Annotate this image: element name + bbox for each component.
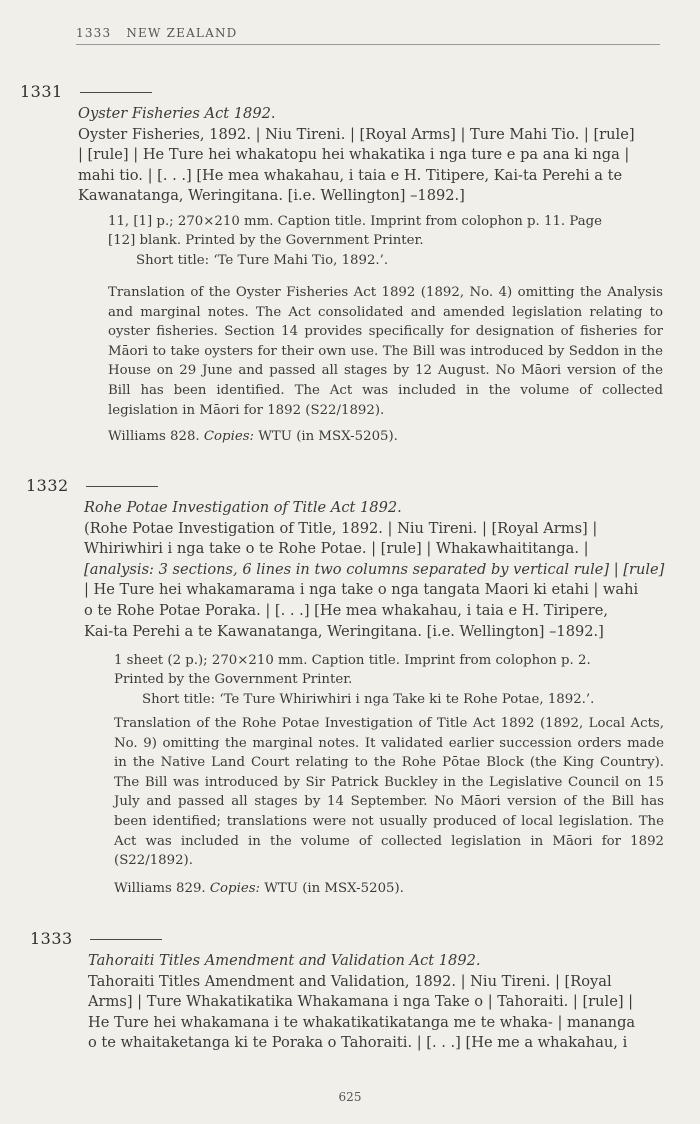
physical-line: Printed by the Government Printer.	[114, 672, 353, 688]
copies-location: WTU (in MSX-5205).	[258, 429, 398, 444]
physical-line: [12] blank. Printed by the Government Printer.	[108, 233, 424, 249]
entry-reference	[114, 879, 404, 898]
physical-description	[114, 651, 668, 709]
desc-line: o te Rohe Potae Poraka. | [. . .] [He mea whakahau, i taia e H. Tiripere,	[84, 601, 609, 619]
entry-title: Tahoraiti Titles Amendment and Validation Act 1892.	[88, 952, 481, 969]
desc-line: Kai-ta Perehi a te Kawanatanga, Weringitana. [i.e. Wellington] –1892.]	[84, 622, 604, 640]
desc-line: Kawanatanga, Weringitana. [i.e. Wellington] –1892.]	[78, 187, 465, 205]
running-head-country: NEW ZEALAND	[126, 26, 238, 40]
desc-line: mahi tio. | [. . .] [He mea whakahau, i taia e H. Titipere, Kai-ta Perehi a te	[78, 166, 623, 184]
running-head-page: 1333	[76, 26, 112, 40]
entry-description	[78, 104, 668, 207]
copies-label: Copies:	[209, 881, 260, 896]
copies-label: Copies:	[203, 429, 254, 444]
physical-line: 1 sheet (2 p.); 270×210 mm. Caption title. Imprint from colophon p. 2.	[114, 653, 591, 668]
desc-line: He Ture hei whakamana i te whakatikatikatanga me te whaka- | mananga	[88, 1013, 636, 1031]
entry-rule	[86, 486, 158, 487]
physical-description	[108, 212, 668, 270]
entry-title: Rohe Potae Investigation of Title Act 1892.	[84, 499, 402, 516]
desc-line: Whiriwhiri i nga take o te Rohe Potae. | [rule] | Whakawhaititanga. |	[84, 540, 589, 558]
entry-title: Oyster Fisheries Act 1892.	[78, 105, 276, 122]
reference-citation: Williams 829.	[114, 881, 206, 896]
entry-description	[84, 498, 668, 642]
desc-line: | [rule] | He Ture hei whakatopu hei whakatika i nga ture e pa ana ki nga |	[78, 146, 630, 164]
short-title: Short title: ‘Te Ture Whiriwhiri i nga Take ki te Rohe Potae, 1892.’.	[142, 691, 595, 707]
desc-line: Arms] | Ture Whakatikatika Whakamana i nga Take o | Tahoraiti. | [rule] |	[88, 993, 634, 1011]
entry-reference	[108, 427, 398, 446]
desc-line: Oyster Fisheries, 1892. | Niu Tireni. | [Royal Arms] | Ture Mahi Tio. | [rule]	[78, 125, 635, 143]
entry-note: Translation of the Oyster Fisheries Act 1892 (1892, No. 4) omitting the Analysis and marginal notes. The Act consolidated and amended legislation relating to oyster fisheries. Section 14 provides specifically for designation of fisheries for Māori to take oysters for their own use. The Bill was introduced by Seddon in the House on 29 June and passed all stages by 12 August. No Māori version of the Bill has been identified. The Act was included in the volume of collected legislation in Māori for 1892 (S22/1892).	[108, 285, 663, 418]
entry-number: 1331	[20, 82, 63, 101]
desc-line: Tahoraiti Titles Amendment and Validation, 1892. | Niu Tireni. | [Royal	[88, 972, 612, 990]
physical-line: 11, [1] p.; 270×210 mm. Caption title. Imprint from colophon p. 11. Page	[108, 214, 603, 229]
desc-line: (Rohe Potae Investigation of Title, 1892. | Niu Tireni. | [Royal Arms] |	[84, 519, 598, 537]
short-title: Short title: ‘Te Ture Mahi Tio, 1892.’.	[136, 252, 389, 268]
entry-number: 1333	[30, 929, 73, 948]
entry-rule	[90, 939, 162, 940]
entry-rule	[80, 92, 152, 93]
copies-location: WTU (in MSX-5205).	[264, 881, 404, 896]
page-number: 625	[338, 1090, 362, 1104]
desc-line: | He Ture hei whakamarama i nga take o nga tangata Maori ki etahi | wahi	[84, 581, 639, 599]
running-head	[76, 26, 660, 45]
entry-description	[88, 951, 668, 1054]
entry-note: Translation of the Rohe Potae Investigation of Title Act 1892 (1892, Local Acts, No. 9) omitting the marginal notes. It validated earlier succession orders made in the Native Land Court relating to the Rohe Pōtae Block (the King Country). The Bill was introduced by Sir Patrick Buckley in the Legislative Council on 15 July and passed all stages by 14 September. No Māori version of the Bill has been identified; translations were not usually produced of local legislation. The Act was included in the volume of collected legislation in Māori for 1892 (S22/1892).	[114, 716, 664, 869]
reference-citation: Williams 828.	[108, 429, 200, 444]
entry-number: 1332	[26, 476, 69, 495]
desc-line: o te whaitaketanga ki te Poraka o Tahoraiti. | [. . .] [He me a whakahau, i	[88, 1034, 628, 1052]
desc-line: [analysis: 3 sections, 6 lines in two columns separated by vertical rule] | [rule]	[84, 560, 665, 578]
